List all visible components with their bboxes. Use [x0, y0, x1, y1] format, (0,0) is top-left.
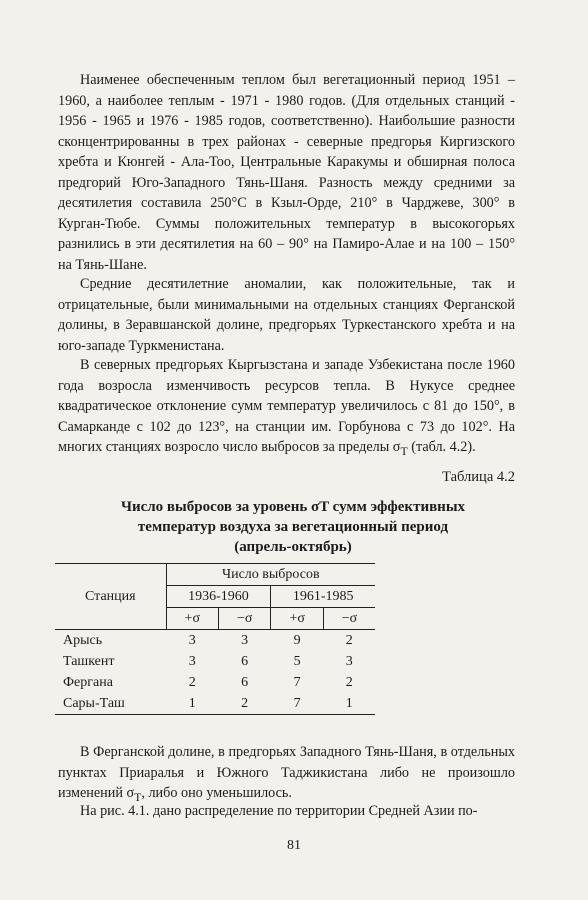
paragraph-2-text: Средние десятилетние аномалии, как положительные, так и отрицательные, были минимальными на отдельных станциях Ферганской долины, в Зеравшанской долине, предгорьях Туркестанского хребта и на юго-западе Туркменистана.: [58, 276, 515, 354]
table-cell: 7: [293, 674, 301, 690]
table-cell: 2: [188, 674, 196, 690]
table-cell: 1: [166, 693, 218, 715]
station-name: Арысь: [63, 632, 103, 648]
sign-header: +σ: [271, 608, 324, 630]
table-cell: 3: [241, 632, 249, 648]
station-name: Сары-Таш: [55, 693, 166, 715]
table-cell: 2: [345, 674, 353, 690]
paragraph-5-text: На рис. 4.1. дано распределение по территории Средней Азии по-: [80, 803, 478, 819]
paragraph-4: [58, 742, 515, 807]
paragraph-2: [58, 274, 515, 356]
outliers-table: [55, 563, 375, 715]
table-cell: 2: [345, 632, 353, 648]
paragraph-5: [58, 801, 515, 822]
table-title-line-2: температур воздуха за вегетационный период: [137, 519, 449, 535]
table-cell: 6: [241, 653, 249, 669]
table-cell: 1: [323, 693, 375, 715]
table-title: [58, 497, 528, 557]
table-cell: 2: [218, 693, 270, 715]
paragraph-1-text: Наименее обеспеченным теплом был вегетационный период 1951 – 1960, а наиболее теплым - 1971 - 1980 годов. (Для отдельных станций - 1956 - 1965 и 1976 - 1985 годов, соответственно). Наибольшие разности сконцентрированны в трех районах - северные предгорья Киргизского хребта и Кюнгей - Ала-Тоо, Центральные Каракумы и обширная полоса предгорий Юго-Западного Тянь-Шаня. Разность между средними за десятилетия составила 250°С в Кзыл-Орде, 210° в Чарджеве, 300° в Курган-Тюбе. Суммы положительных температур в высокогорьях разнились в эти десятилетия на 60 – 90° на Памиро-Алае и на 100 – 150° на Тянь-Шане.: [58, 72, 515, 273]
table-cell: 6: [241, 674, 249, 690]
table-row: [55, 672, 375, 693]
table-cell: 3: [345, 653, 353, 669]
period-header-1: 1936-1960: [166, 586, 271, 608]
sign-header: −σ: [218, 608, 270, 630]
table-row: [55, 651, 375, 672]
table-cell: 9: [293, 632, 301, 648]
table-cell: 3: [188, 632, 196, 648]
table-cell: 5: [293, 653, 301, 669]
paragraph-4-text: В Ферганской долине, в предгорьях Западного Тянь-Шаня, в отдельных пунктах Приаралья и Южного Таджикистана либо не произошло изменений $\sigma_T$, либо оно уменьшилось.: [58, 744, 515, 804]
station-name: Фергана: [63, 674, 113, 690]
paragraph-1: [58, 70, 515, 275]
sign-header: −σ: [323, 608, 375, 630]
table-cell: 3: [188, 653, 196, 669]
station-header: Станция: [55, 564, 166, 630]
table-title-line-1: Число выбросов за уровень σT сумм эффективных: [120, 499, 466, 515]
sign-header: +σ: [166, 608, 218, 630]
table-row: [55, 693, 375, 715]
station-name: Ташкент: [63, 653, 115, 669]
table-cell: 7: [271, 693, 324, 715]
page-number: 81: [287, 838, 301, 853]
table-number: Таблица 4.2: [442, 469, 515, 485]
paragraph-3: [58, 355, 515, 461]
period-header-2: 1961-1985: [271, 586, 375, 608]
table-title-line-3: (апрель-октябрь): [234, 539, 352, 555]
group-header: Число выбросов: [166, 564, 375, 586]
paragraph-3-text: В северных предгорьях Кыргызстана и западе Узбекистана после 1960 года возросла изменчивость ресурсов тепла. В Нукусе среднее квадратическое отклонение сумм температур увеличилось с 81 до 150°, в Самарканде с 102 до 123°, на станции им. Горбунова с 73 до 102°. На многих станциях возросло число выбросов за пределы $\sigma_T$ (табл. 4.2).: [58, 357, 515, 458]
table-row: [55, 630, 375, 652]
